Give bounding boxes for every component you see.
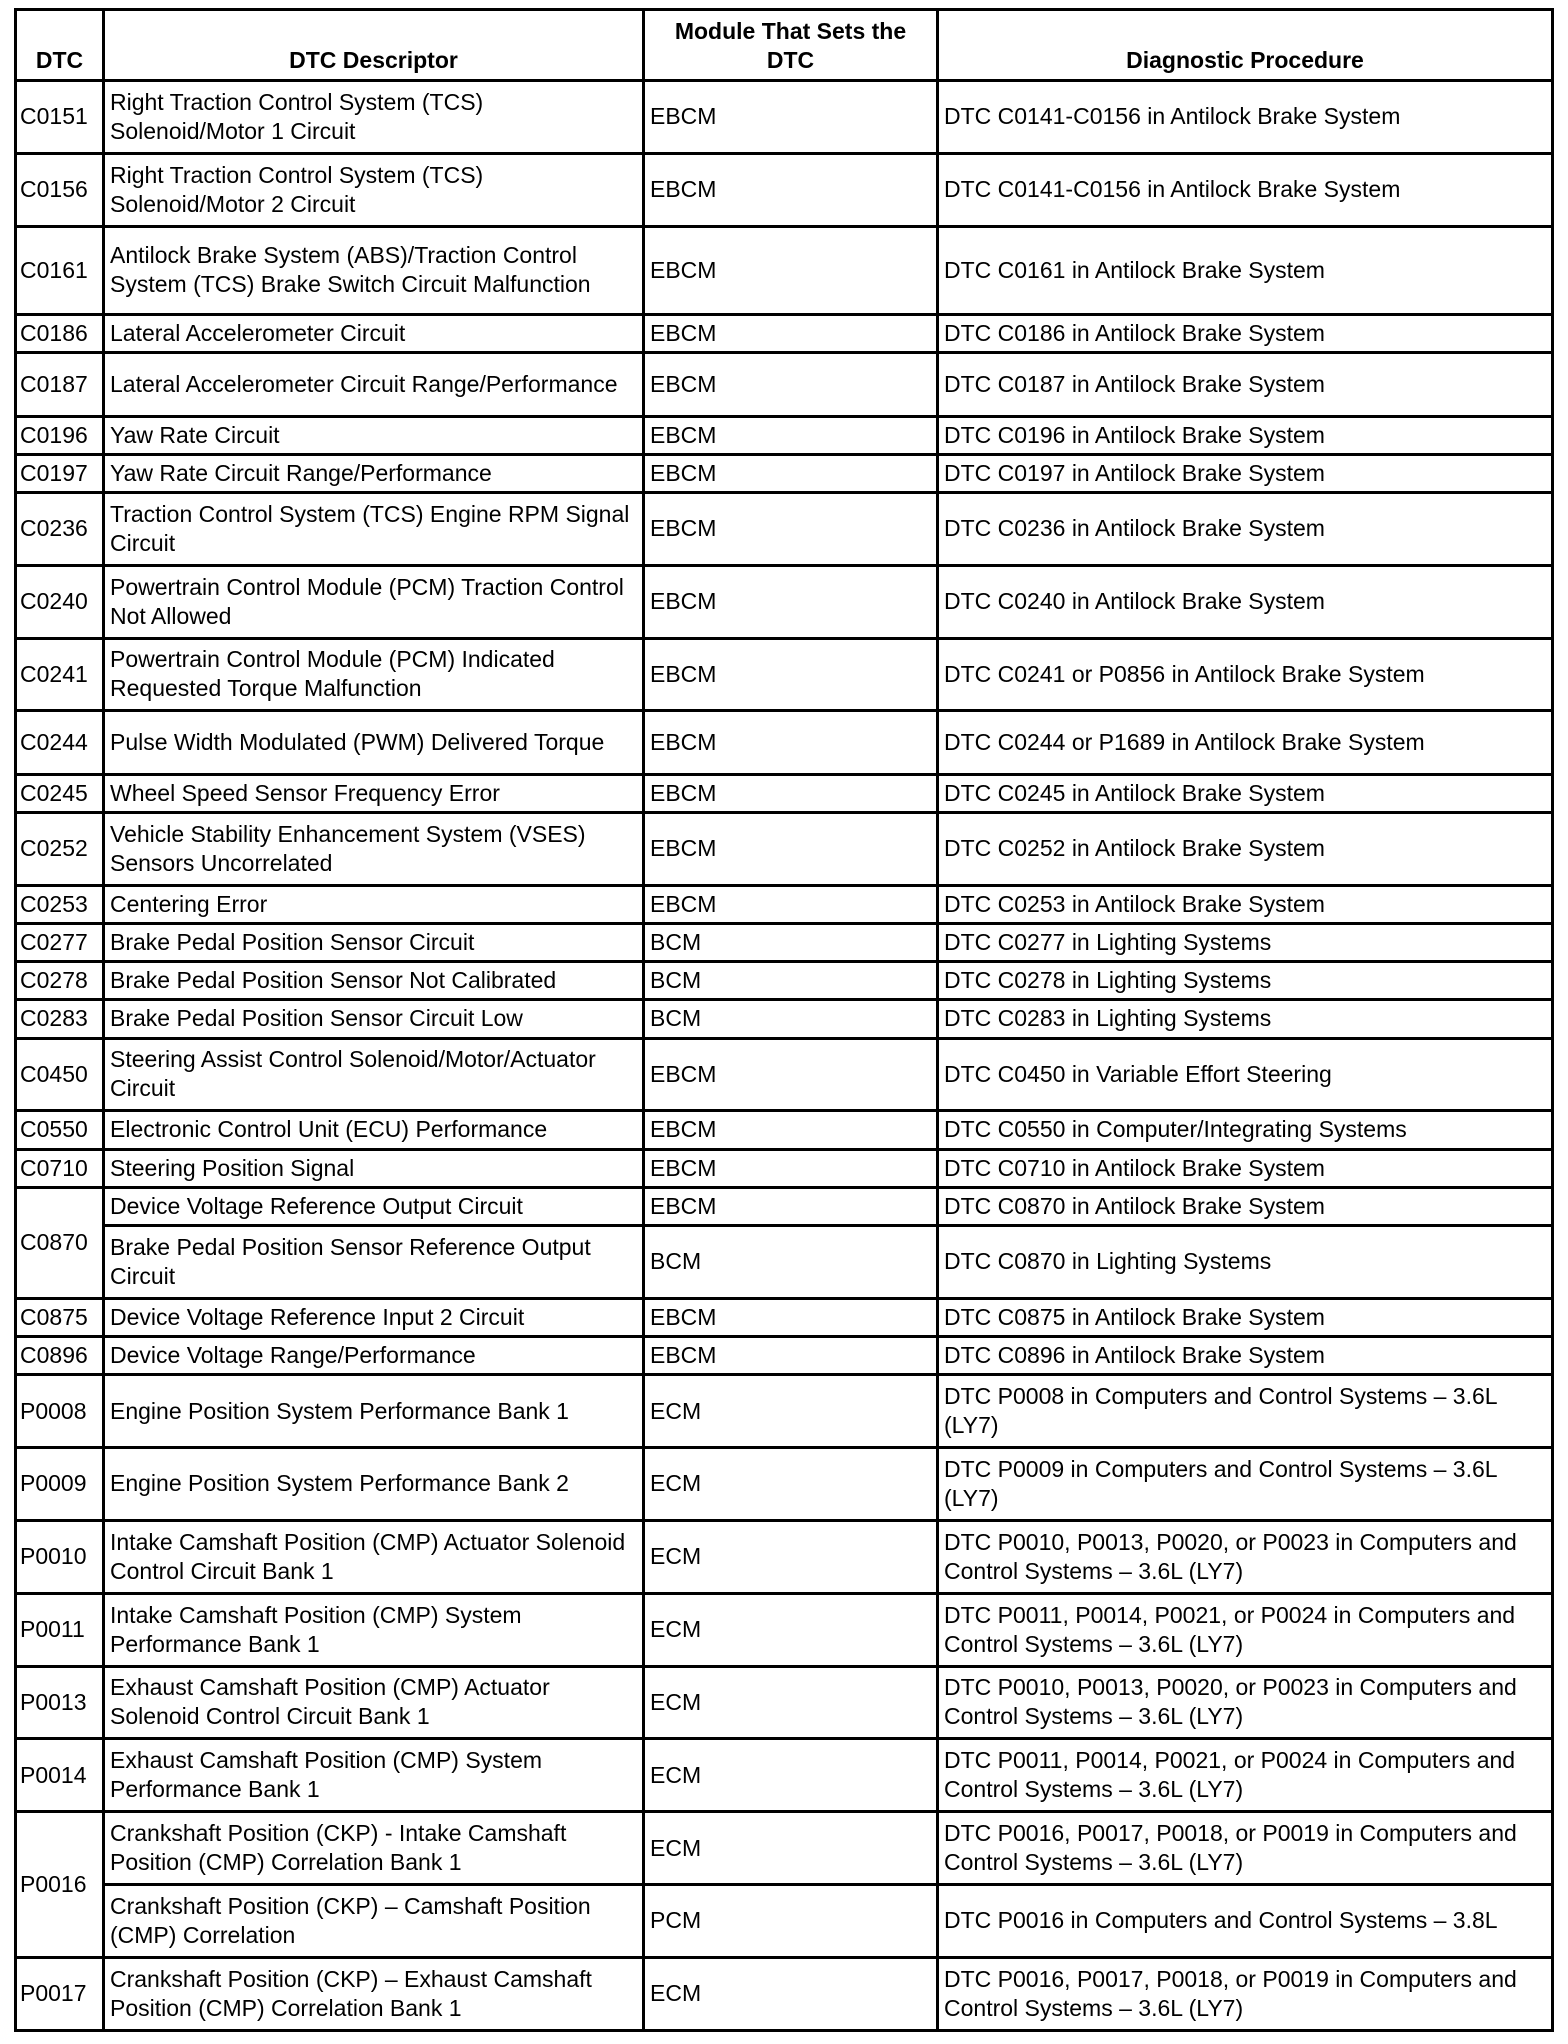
diagnostic-procedure-cell: DTC P0009 in Computers and Control Systems – 3.6L (LY7) xyxy=(938,1448,1553,1521)
module-cell: EBCM xyxy=(644,153,938,226)
table-row xyxy=(16,226,1553,314)
dtc-descriptor-cell: Right Traction Control System (TCS) Solenoid/Motor 2 Circuit xyxy=(104,153,644,226)
diagnostic-procedure-cell: DTC C0896 in Antilock Brake System xyxy=(938,1336,1553,1374)
dtc-descriptor-cell: Yaw Rate Circuit xyxy=(104,416,644,454)
dtc-descriptor-cell: Engine Position System Performance Bank 2 xyxy=(104,1448,644,1521)
dtc-descriptor-cell: Vehicle Stability Enhancement System (VSES) Sensors Uncorrelated xyxy=(104,812,644,885)
dtc-code-cell: C0244 xyxy=(16,711,104,774)
module-cell: ECM xyxy=(644,1739,938,1812)
dtc-code-cell: P0010 xyxy=(16,1520,104,1593)
diagnostic-procedure-cell: DTC C0240 in Antilock Brake System xyxy=(938,565,1553,638)
dtc-code-cell: C0252 xyxy=(16,812,104,885)
table-row xyxy=(16,774,1553,812)
dtc-code-cell: C0187 xyxy=(16,353,104,416)
diagnostic-procedure-cell: DTC P0011, P0014, P0021, or P0024 in Computers and Control Systems – 3.6L (LY7) xyxy=(938,1593,1553,1666)
table-row xyxy=(16,1666,1553,1739)
dtc-descriptor-cell: Powertrain Control Module (PCM) Traction Control Not Allowed xyxy=(104,565,644,638)
dtc-descriptor-cell: Centering Error xyxy=(104,885,644,923)
dtc-descriptor-cell: Brake Pedal Position Sensor Not Calibrated xyxy=(104,962,644,1000)
module-cell: PCM xyxy=(644,1884,938,1957)
dtc-code-cell: P0009 xyxy=(16,1448,104,1521)
dtc-descriptor-cell: Steering Assist Control Solenoid/Motor/Actuator Circuit xyxy=(104,1038,644,1111)
dtc-descriptor-cell: Right Traction Control System (TCS) Solenoid/Motor 1 Circuit xyxy=(104,81,644,154)
dtc-code-cell: C0156 xyxy=(16,153,104,226)
dtc-descriptor-cell: Powertrain Control Module (PCM) Indicated Requested Torque Malfunction xyxy=(104,638,644,711)
dtc-code-cell: P0014 xyxy=(16,1739,104,1812)
module-cell: ECM xyxy=(644,1375,938,1448)
diagnostic-procedure-cell: DTC C0187 in Antilock Brake System xyxy=(938,353,1553,416)
dtc-code-cell: P0008 xyxy=(16,1375,104,1448)
table-row xyxy=(16,153,1553,226)
diagnostic-procedure-cell: DTC C0278 in Lighting Systems xyxy=(938,962,1553,1000)
dtc-code-cell: C0710 xyxy=(16,1149,104,1187)
diagnostic-procedure-cell: DTC C0161 in Antilock Brake System xyxy=(938,226,1553,314)
table-row xyxy=(16,923,1553,961)
diagnostic-procedure-cell: DTC P0011, P0014, P0021, or P0024 in Computers and Control Systems – 3.6L (LY7) xyxy=(938,1739,1553,1812)
diagnostic-procedure-cell: DTC P0016, P0017, P0018, or P0019 in Computers and Control Systems – 3.6L (LY7) xyxy=(938,1812,1553,1885)
table-row xyxy=(16,81,1553,154)
module-cell: EBCM xyxy=(644,353,938,416)
module-cell: EBCM xyxy=(644,81,938,154)
table-row xyxy=(16,711,1553,774)
diagnostic-procedure-cell: DTC P0016 in Computers and Control Systems – 3.8L xyxy=(938,1884,1553,1957)
diagnostic-procedure-cell: DTC C0141-C0156 in Antilock Brake System xyxy=(938,81,1553,154)
diagnostic-procedure-cell: DTC P0016, P0017, P0018, or P0019 in Computers and Control Systems – 3.6L (LY7) xyxy=(938,1957,1553,2030)
module-cell: ECM xyxy=(644,1520,938,1593)
table-row xyxy=(16,492,1553,565)
diagnostic-procedure-cell: DTC C0236 in Antilock Brake System xyxy=(938,492,1553,565)
module-cell: EBCM xyxy=(644,774,938,812)
table-row xyxy=(16,416,1553,454)
dtc-descriptor-cell: Lateral Accelerometer Circuit Range/Performance xyxy=(104,353,644,416)
module-cell: BCM xyxy=(644,962,938,1000)
dtc-code-cell: C0550 xyxy=(16,1111,104,1149)
module-cell: EBCM xyxy=(644,1336,938,1374)
module-cell: ECM xyxy=(644,1812,938,1885)
table-row xyxy=(16,1375,1553,1448)
module-cell: EBCM xyxy=(644,1111,938,1149)
table-row xyxy=(16,1593,1553,1666)
dtc-code-cell: C0253 xyxy=(16,885,104,923)
module-cell: BCM xyxy=(644,1225,938,1298)
dtc-descriptor-cell: Exhaust Camshaft Position (CMP) System Performance Bank 1 xyxy=(104,1739,644,1812)
dtc-descriptor-cell: Yaw Rate Circuit Range/Performance xyxy=(104,454,644,492)
dtc-descriptor-cell: Crankshaft Position (CKP) – Exhaust Camshaft Position (CMP) Correlation Bank 1 xyxy=(104,1957,644,2030)
dtc-descriptor-cell: Electronic Control Unit (ECU) Performance xyxy=(104,1111,644,1149)
module-cell: EBCM xyxy=(644,492,938,565)
dtc-code-cell: C0196 xyxy=(16,416,104,454)
table-row xyxy=(16,1111,1553,1149)
diagnostic-procedure-cell: DTC C0253 in Antilock Brake System xyxy=(938,885,1553,923)
table-body xyxy=(16,81,1553,2031)
dtc-code-cell: C0241 xyxy=(16,638,104,711)
dtc-descriptor-cell: Antilock Brake System (ABS)/Traction Control System (TCS) Brake Switch Circuit Malfunction xyxy=(104,226,644,314)
table-row xyxy=(16,1520,1553,1593)
dtc-descriptor-cell: Crankshaft Position (CKP) - Intake Camshaft Position (CMP) Correlation Bank 1 xyxy=(104,1812,644,1885)
dtc-code-cell: P0017 xyxy=(16,1957,104,2030)
dtc-descriptor-cell: Exhaust Camshaft Position (CMP) Actuator Solenoid Control Circuit Bank 1 xyxy=(104,1666,644,1739)
module-cell: EBCM xyxy=(644,565,938,638)
table-row xyxy=(16,1957,1553,2030)
header-module: Module That Sets the DTC xyxy=(644,10,938,81)
table-row xyxy=(16,1187,1553,1225)
dtc-code-cell: C0245 xyxy=(16,774,104,812)
dtc-code-cell: C0236 xyxy=(16,492,104,565)
module-cell: EBCM xyxy=(644,454,938,492)
table-header-row xyxy=(16,10,1553,81)
diagnostic-procedure-cell: DTC C0283 in Lighting Systems xyxy=(938,1000,1553,1038)
diagnostic-procedure-cell: DTC C0252 in Antilock Brake System xyxy=(938,812,1553,885)
dtc-code-cell: C0450 xyxy=(16,1038,104,1111)
module-cell: BCM xyxy=(644,1000,938,1038)
dtc-code-cell: C0240 xyxy=(16,565,104,638)
table-row xyxy=(16,1336,1553,1374)
table-row xyxy=(16,1739,1553,1812)
diagnostic-procedure-cell: DTC C0277 in Lighting Systems xyxy=(938,923,1553,961)
diagnostic-procedure-cell: DTC C0710 in Antilock Brake System xyxy=(938,1149,1553,1187)
diagnostic-procedure-cell: DTC P0010, P0013, P0020, or P0023 in Computers and Control Systems – 3.6L (LY7) xyxy=(938,1520,1553,1593)
table-row xyxy=(16,1225,1553,1298)
diagnostic-procedure-cell: DTC C0241 or P0856 in Antilock Brake System xyxy=(938,638,1553,711)
diagnostic-procedure-cell: DTC P0010, P0013, P0020, or P0023 in Computers and Control Systems – 3.6L (LY7) xyxy=(938,1666,1553,1739)
dtc-descriptor-cell: Device Voltage Reference Output Circuit xyxy=(104,1187,644,1225)
table-row xyxy=(16,353,1553,416)
header-descriptor: DTC Descriptor xyxy=(104,10,644,81)
dtc-table xyxy=(14,8,1554,2032)
table-row xyxy=(16,638,1553,711)
table-row xyxy=(16,812,1553,885)
dtc-descriptor-cell: Pulse Width Modulated (PWM) Delivered Torque xyxy=(104,711,644,774)
dtc-descriptor-cell: Brake Pedal Position Sensor Reference Output Circuit xyxy=(104,1225,644,1298)
module-cell: EBCM xyxy=(644,1038,938,1111)
dtc-descriptor-cell: Traction Control System (TCS) Engine RPM Signal Circuit xyxy=(104,492,644,565)
table-row xyxy=(16,315,1553,353)
dtc-descriptor-cell: Lateral Accelerometer Circuit xyxy=(104,315,644,353)
table-row xyxy=(16,565,1553,638)
dtc-code-cell: C0151 xyxy=(16,81,104,154)
dtc-descriptor-cell: Wheel Speed Sensor Frequency Error xyxy=(104,774,644,812)
diagnostic-procedure-cell: DTC C0186 in Antilock Brake System xyxy=(938,315,1553,353)
dtc-descriptor-cell: Brake Pedal Position Sensor Circuit xyxy=(104,923,644,961)
module-cell: ECM xyxy=(644,1593,938,1666)
dtc-code-cell: P0016 xyxy=(16,1812,104,1958)
table-row xyxy=(16,885,1553,923)
table-row xyxy=(16,1000,1553,1038)
dtc-code-cell: C0870 xyxy=(16,1187,104,1298)
dtc-descriptor-cell: Intake Camshaft Position (CMP) Actuator Solenoid Control Circuit Bank 1 xyxy=(104,1520,644,1593)
diagnostic-procedure-cell: DTC P0008 in Computers and Control Systems – 3.6L (LY7) xyxy=(938,1375,1553,1448)
module-cell: ECM xyxy=(644,1957,938,2030)
module-cell: EBCM xyxy=(644,1298,938,1336)
table-row xyxy=(16,962,1553,1000)
dtc-code-cell: C0283 xyxy=(16,1000,104,1038)
table-row xyxy=(16,1038,1553,1111)
module-cell: EBCM xyxy=(644,638,938,711)
diagnostic-procedure-cell: DTC C0875 in Antilock Brake System xyxy=(938,1298,1553,1336)
dtc-descriptor-cell: Crankshaft Position (CKP) – Camshaft Position (CMP) Correlation xyxy=(104,1884,644,1957)
dtc-code-cell: C0277 xyxy=(16,923,104,961)
module-cell: EBCM xyxy=(644,315,938,353)
module-cell: ECM xyxy=(644,1448,938,1521)
module-cell: EBCM xyxy=(644,1187,938,1225)
table-row xyxy=(16,454,1553,492)
table-row xyxy=(16,1149,1553,1187)
table-row xyxy=(16,1884,1553,1957)
dtc-code-cell: C0186 xyxy=(16,315,104,353)
diagnostic-procedure-cell: DTC C0450 in Variable Effort Steering xyxy=(938,1038,1553,1111)
header-procedure: Diagnostic Procedure xyxy=(938,10,1553,81)
dtc-descriptor-cell: Steering Position Signal xyxy=(104,1149,644,1187)
module-cell: EBCM xyxy=(644,1149,938,1187)
header-dtc: DTC xyxy=(16,10,104,81)
dtc-descriptor-cell: Device Voltage Range/Performance xyxy=(104,1336,644,1374)
module-cell: EBCM xyxy=(644,226,938,314)
module-cell: EBCM xyxy=(644,711,938,774)
dtc-descriptor-cell: Device Voltage Reference Input 2 Circuit xyxy=(104,1298,644,1336)
dtc-code-cell: P0011 xyxy=(16,1593,104,1666)
diagnostic-procedure-cell: DTC C0141-C0156 in Antilock Brake System xyxy=(938,153,1553,226)
diagnostic-procedure-cell: DTC C0550 in Computer/Integrating Systems xyxy=(938,1111,1553,1149)
table-row xyxy=(16,1298,1553,1336)
table-row xyxy=(16,1812,1553,1885)
module-cell: EBCM xyxy=(644,416,938,454)
dtc-code-cell: C0278 xyxy=(16,962,104,1000)
dtc-code-cell: C0197 xyxy=(16,454,104,492)
diagnostic-procedure-cell: DTC C0197 in Antilock Brake System xyxy=(938,454,1553,492)
diagnostic-procedure-cell: DTC C0870 in Lighting Systems xyxy=(938,1225,1553,1298)
module-cell: ECM xyxy=(644,1666,938,1739)
diagnostic-procedure-cell: DTC C0870 in Antilock Brake System xyxy=(938,1187,1553,1225)
dtc-descriptor-cell: Engine Position System Performance Bank 1 xyxy=(104,1375,644,1448)
dtc-code-cell: C0896 xyxy=(16,1336,104,1374)
table-row xyxy=(16,1448,1553,1521)
module-cell: EBCM xyxy=(644,812,938,885)
dtc-descriptor-cell: Intake Camshaft Position (CMP) System Performance Bank 1 xyxy=(104,1593,644,1666)
module-cell: EBCM xyxy=(644,885,938,923)
diagnostic-procedure-cell: DTC C0196 in Antilock Brake System xyxy=(938,416,1553,454)
dtc-code-cell: C0161 xyxy=(16,226,104,314)
dtc-code-cell: P0013 xyxy=(16,1666,104,1739)
diagnostic-procedure-cell: DTC C0245 in Antilock Brake System xyxy=(938,774,1553,812)
dtc-descriptor-cell: Brake Pedal Position Sensor Circuit Low xyxy=(104,1000,644,1038)
dtc-code-cell: C0875 xyxy=(16,1298,104,1336)
module-cell: BCM xyxy=(644,923,938,961)
diagnostic-procedure-cell: DTC C0244 or P1689 in Antilock Brake System xyxy=(938,711,1553,774)
